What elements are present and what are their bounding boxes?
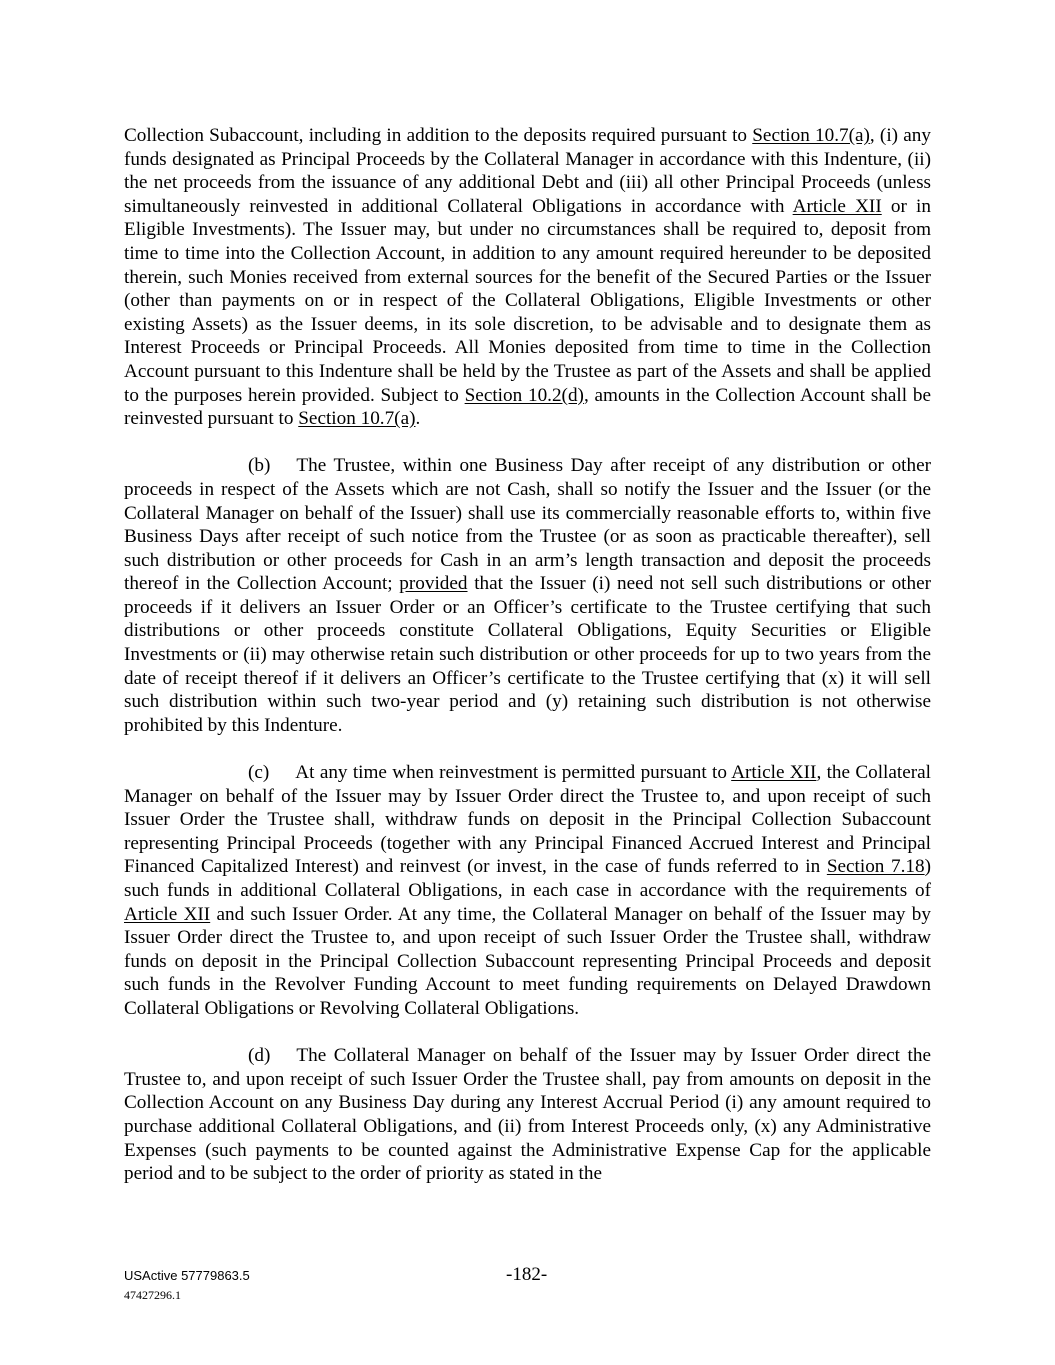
section-reference: Section 10.7(a) [298,408,416,430]
article-reference: Article XII [124,903,211,925]
page-number: -182- [506,1264,548,1285]
article-reference: Article XII [731,762,817,784]
document-body [124,124,931,1209]
paragraph-d: (d) The Collateral Manager on behalf of the Issuer may by Issuer Order direct the Trustee to, and upon receipt of such Issuer Order the Trustee shall, pay from amounts on deposit in the Collection Account on any Business Day during any Interest Accrual Period (i) any amount required to purchase additional Collateral Obligations, and (ii) from Interest Proceeds only, (x) any Administrative Expenses (such payments to be counted against the Administrative Expense Cap for the applicable period and to be subject to the order of priority as stated in the [124,1045,931,1185]
paragraph-c: (c) At any time when reinvestment is permitted pursuant to Article XII, the Collateral Manager on behalf of the Issuer may by Issuer Order direct the Trustee to, and upon receipt of such Issuer Order the Trustee shall, withdraw funds on deposit in the Principal Collection Subaccount representing Principal Proceeds (together with any Principal Financed Accrued Interest and Principal Financed Capitalized Interest) and reinvest (or invest, in the case of funds referred to in Section 7.18) such funds in additional Collateral Obligations, in each case in accordance with the requirements of Article XII and such Issuer Order. At any time, the Collateral Manager on behalf of the Issuer may by Issuer Order direct the Trustee to, and upon receipt of such Issuer Order the Trustee shall, withdraw funds on deposit in the Principal Collection Subaccount representing Principal Proceeds and deposit such funds in the Revolver Funding Account to meet funding requirements on Delayed Drawdown Collateral Obligations or Revolving Collateral Obligations. [124,762,931,1019]
provided-term: provided [399,573,468,595]
footer-doc-id: USActive 57779863.5 [124,1268,250,1283]
article-reference: Article XII [792,195,882,217]
paragraph-a: Collection Subaccount, including in addition to the deposits required pursuant to Section 10.7(a), (i) any funds designated as Principal Proceeds by the Collateral Manager in accordance with this Indenture, (ii) the net proceeds from the issuance of any additional Debt and (iii) all other Principal Proceeds (unless simultaneously reinvested in additional Collateral Obligations in accordance with Article XII or in Eligible Investments). The Issuer may, but under no circumstances shall be required to, deposit from time to time into the Collection Account, in addition to any amount required hereunder to be deposited therein, such Monies received from external sources for the benefit of the Secured Parties or the Issuer (other than payments on or in respect of the Collateral Obligations, Eligible Investments or other existing Assets) as the Issuer deems, in its sole discretion, to be advisable and to designate them as Interest Proceeds or Principal Proceeds. All Monies deposited from time to time in the Collection Account pursuant to this Indenture shall be held by the Trustee as part of the Assets and shall be applied to the purposes herein provided. Subject to Section 10.2(d), amounts in the Collection Account shall be reinvested pursuant to Section 10.7(a). [124,125,931,430]
paragraph-label: (c) [248,762,270,784]
section-reference: Section 10.7(a) [752,125,870,146]
section-reference: Section 10.2(d) [464,384,584,406]
section-reference: Section 7.18 [826,856,925,878]
paragraph-label: (b) [248,455,271,477]
paragraph-label: (d) [248,1045,271,1067]
footer-doc-id-secondary: 47427296.1 [124,1288,181,1302]
paragraph-b: (b) The Trustee, within one Business Day after receipt of any distribution or other proceeds in respect of the Assets which are not Cash, shall so notify the Issuer and the Issuer (or the Collateral Manager on behalf of the Issuer) shall use its commercially reasonable efforts to, within five Business Days after receipt of such notice from the Trustee (or as soon as practicable thereafter), sell such distribution or other proceeds for Cash in an arm’s length transaction and deposit the proceeds thereof in the Collection Account; provided that the Issuer (i) need not sell such distributions or other proceeds if it delivers an Issuer Order or an Officer’s certificate to the Trustee certifying that such distributions or other proceeds constitute Collateral Obligations, Equity Securities or Eligible Investments or (ii) may otherwise retain such distribution or other proceeds for up to two years from the date of receipt thereof if it delivers an Officer’s certificate to the Trustee certifying that (x) it will sell such distribution within such two-year period and (y) retaining such distribution is not otherwise prohibited by this Indenture. [124,455,932,736]
